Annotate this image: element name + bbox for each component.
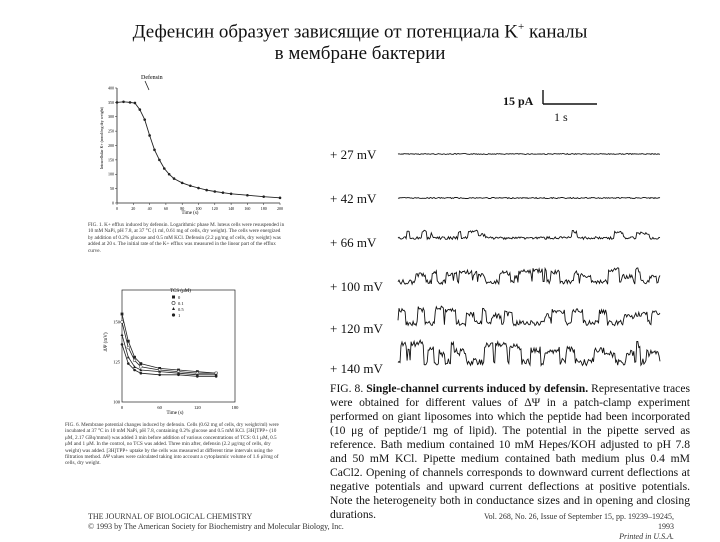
fig1-y-tick-label: 100 bbox=[108, 171, 114, 177]
fig6-data-point bbox=[177, 374, 180, 377]
fig1-data-point bbox=[246, 194, 249, 197]
fig1-data-point bbox=[129, 101, 132, 104]
fig6-x-tick-label: 120 bbox=[193, 405, 201, 410]
fig1-data-point bbox=[214, 190, 217, 193]
fig1-data-point bbox=[262, 195, 265, 198]
fig1-x-tick-label: 0 bbox=[116, 206, 118, 211]
fig6-caption: FIG. 6. Membrane potential changes induced by defensin. Cells (0.62 mg of cells, dry weight/ml) were incubated at 37 °C in 10 mM NaPi, pH 7.8, containing 0.2% glucose and 0.5 mM KCl. [3H]TPP+ (10 μM, 2.17 GBq/mmol) was added 3 min before addition of various concentrations of TCS: 0.1 μM, 0.5 μM and 1 μM. In the control, no TCS was added. Three min after, defensin (2.2 μg/mg of cells, dry weight) was added. [3H]TPP+ uptake by the cells was measured at different time intervals using the filtration method. ΔΨ values were calculated taking into account a cytoplasmic volume of 1.6 μl/mg of cells, dry weight. bbox=[65, 422, 279, 467]
trace-label: + 66 mV bbox=[330, 235, 377, 250]
fig1-x-tick-label: 100 bbox=[195, 206, 202, 211]
current-trace bbox=[398, 306, 660, 325]
fig6-data-point bbox=[133, 359, 136, 362]
current-trace bbox=[398, 198, 660, 199]
fig1-y-tick-label: 250 bbox=[108, 128, 114, 134]
scale-bar bbox=[540, 88, 600, 108]
fig8-caption bbox=[330, 382, 690, 522]
fig8-caption-body: Representative traces were obtained for different values of ΔΨ in a patch-clamp experiment performed on giant liposomes into which the peptide had been incorporated (10 μg of peptide/1 mg of lipid). The potential in the pipette served as reference. Bath medium contained 10 mM Hepes/KOH adjusted to pH 7.8 and 50 mM KCl. Pipette medium contained bath medium plus 0.4 mM CaCl2. Opening of channels corresponds to downward current deflections at negative potentials and upward current deflections at positive potentials. Note the heterogeneity both in conductance sizes and in opening and closing durations. bbox=[330, 382, 690, 521]
legend-marker bbox=[172, 307, 175, 310]
fig1-xlabel: Time (s) bbox=[181, 211, 199, 216]
title-line-1: Дефенсин образует зависящие от потенциала K+ каналы bbox=[132, 21, 588, 43]
fig1-y-tick-label: 150 bbox=[108, 157, 114, 163]
volume-info: Vol. 268, No. 26, Issue of September 15, pp. 19239–19245, 1993 bbox=[483, 512, 674, 531]
printed-in: Printed in U.S.A. bbox=[619, 532, 674, 541]
legend-marker bbox=[172, 296, 175, 299]
current-trace bbox=[398, 154, 660, 155]
fig1-y-tick-label: 0 bbox=[112, 200, 114, 206]
trace-label: + 120 mV bbox=[330, 321, 383, 336]
fig1-data-point bbox=[168, 173, 171, 176]
fig6-data-point bbox=[121, 333, 124, 336]
title-line-2: в мембране бактерии bbox=[274, 43, 446, 65]
fig6-y-tick-label: 125 bbox=[113, 359, 120, 365]
fig1-data-point bbox=[158, 159, 161, 162]
fig1-data-point bbox=[153, 149, 156, 152]
fig1-data-point bbox=[148, 134, 151, 137]
scale-current-label: 15 pA bbox=[503, 94, 534, 108]
fig6-y-tick-label: 150 bbox=[113, 319, 120, 325]
fig6-y-tick-label: 100 bbox=[113, 399, 120, 405]
fig1-data-point bbox=[139, 108, 142, 111]
fig6-data-point bbox=[121, 313, 124, 316]
trace-label: + 100 mV bbox=[330, 279, 383, 294]
fig1-data-point bbox=[116, 101, 119, 104]
fig6-x-tick-label: 180 bbox=[231, 405, 239, 410]
copyright: © 1993 by The American Society for Biochemistry and Molecular Biology, Inc. bbox=[88, 522, 344, 531]
trace-label: + 27 mV bbox=[330, 147, 377, 162]
fig6-legend-item: 0.1 bbox=[178, 301, 184, 306]
fig1-y-tick-label: 400 bbox=[108, 85, 114, 91]
fig1-data-point bbox=[163, 167, 166, 170]
fig1-x-tick-label: 20 bbox=[131, 206, 136, 211]
legend-marker bbox=[172, 301, 175, 304]
fig6-data-point bbox=[140, 372, 143, 375]
current-trace bbox=[398, 340, 660, 365]
fig1-data-point bbox=[173, 177, 176, 180]
fig1-x-tick-label: 160 bbox=[244, 206, 251, 211]
fig1-line bbox=[117, 102, 280, 198]
journal-footer bbox=[88, 512, 344, 532]
fig6-ylabel: ΔΨ (mV) bbox=[104, 332, 109, 352]
fig1-chart bbox=[95, 68, 295, 218]
legend-marker bbox=[172, 313, 175, 316]
fig1-data-point bbox=[189, 184, 192, 187]
fig6-series-line bbox=[122, 322, 216, 373]
fig6-data-point bbox=[158, 374, 161, 377]
trace-label: + 140 mV bbox=[330, 361, 383, 376]
fig1-data-point bbox=[222, 191, 225, 194]
fig6-data-point bbox=[127, 362, 130, 365]
fig6-data-point bbox=[121, 321, 124, 324]
k-superscript: + bbox=[518, 21, 525, 33]
fig1-data-point bbox=[134, 102, 137, 105]
volume-footer bbox=[474, 512, 674, 542]
fig8-caption-title: Single-channel currents induced by defensin. bbox=[366, 382, 589, 395]
current-traces bbox=[392, 130, 662, 380]
fig1-caption: FIG. 1. K+ efflux induced by defensin. Logarithmic phase M. luteus cells were resuspended in 10 mM NaPi, pH 7.8, at 37 °C (1 ml, 0.61 mg of cells, dry weight). The cells were energized by addition of 0.2% glucose and 0.5 mM KCl. Defensin (2.2 μg/mg of cells, dry weight) was added at 20 s. The initial rate of the K+ efflux was measured in the linear part of the efflux curve. bbox=[88, 222, 285, 254]
fig6-data-point bbox=[139, 365, 142, 368]
fig6-data-point bbox=[121, 343, 124, 346]
fig6-data-point bbox=[215, 375, 218, 378]
fig6-data-point bbox=[127, 356, 130, 359]
fig1-x-tick-label: 80 bbox=[180, 206, 185, 211]
fig6-legend-item: 0 bbox=[178, 295, 181, 300]
fig1-data-point bbox=[181, 182, 184, 185]
fig1-x-tick-label: 40 bbox=[147, 206, 152, 211]
fig1-data-point bbox=[205, 189, 208, 192]
slide-title bbox=[0, 16, 720, 65]
fig6-legend-item: 0.5 bbox=[178, 307, 184, 312]
fig6-series-line bbox=[122, 314, 216, 373]
fig6-data-point bbox=[127, 346, 130, 349]
fig1-x-tick-label: 200 bbox=[277, 206, 283, 211]
trace-label: + 42 mV bbox=[330, 191, 377, 206]
fig1-data-point bbox=[230, 193, 233, 196]
fig1-y-tick-label: 50 bbox=[110, 186, 114, 192]
fig6-data-point bbox=[133, 369, 136, 372]
fig6-legend bbox=[170, 289, 191, 318]
fig6-data-point bbox=[196, 375, 199, 378]
fig6-chart bbox=[100, 282, 245, 417]
fig1-x-tick-label: 140 bbox=[228, 206, 235, 211]
fig6-legend-title: TCS (μM) bbox=[170, 289, 191, 294]
fig1-data-point bbox=[143, 118, 146, 121]
fig1-x-tick-label: 60 bbox=[163, 206, 168, 211]
fig1-data-point bbox=[197, 187, 200, 190]
fig1-annotation: Defensin bbox=[141, 75, 163, 81]
fig1-y-tick-label: 350 bbox=[108, 99, 114, 105]
fig6-x-tick-label: 60 bbox=[157, 405, 162, 410]
current-trace bbox=[398, 268, 660, 284]
fig6-legend-item: 1 bbox=[178, 313, 181, 318]
current-trace bbox=[398, 230, 660, 239]
fig1-x-tick-label: 180 bbox=[260, 206, 267, 211]
fig6-xlabel: Time (s) bbox=[166, 411, 184, 416]
fig1-annotation-arrow bbox=[145, 81, 149, 90]
fig1-x-tick-label: 120 bbox=[211, 206, 218, 211]
journal-name: THE JOURNAL OF BIOLOGICAL CHEMISTRY bbox=[88, 512, 253, 521]
fig1-ylabel: Intracellular K+ (nmol/mg dry weight) bbox=[99, 106, 104, 170]
fig6-x-tick-label: 0 bbox=[120, 405, 124, 410]
fig8-caption-label: FIG. 8. bbox=[330, 382, 364, 395]
fig1-data-point bbox=[122, 101, 125, 104]
fig1-y-tick-label: 200 bbox=[108, 142, 114, 148]
fig1-y-tick-label: 300 bbox=[108, 114, 114, 120]
scale-time-label: 1 s bbox=[554, 110, 568, 124]
fig1-data-point bbox=[279, 197, 282, 200]
fig6-data-point bbox=[139, 362, 142, 365]
